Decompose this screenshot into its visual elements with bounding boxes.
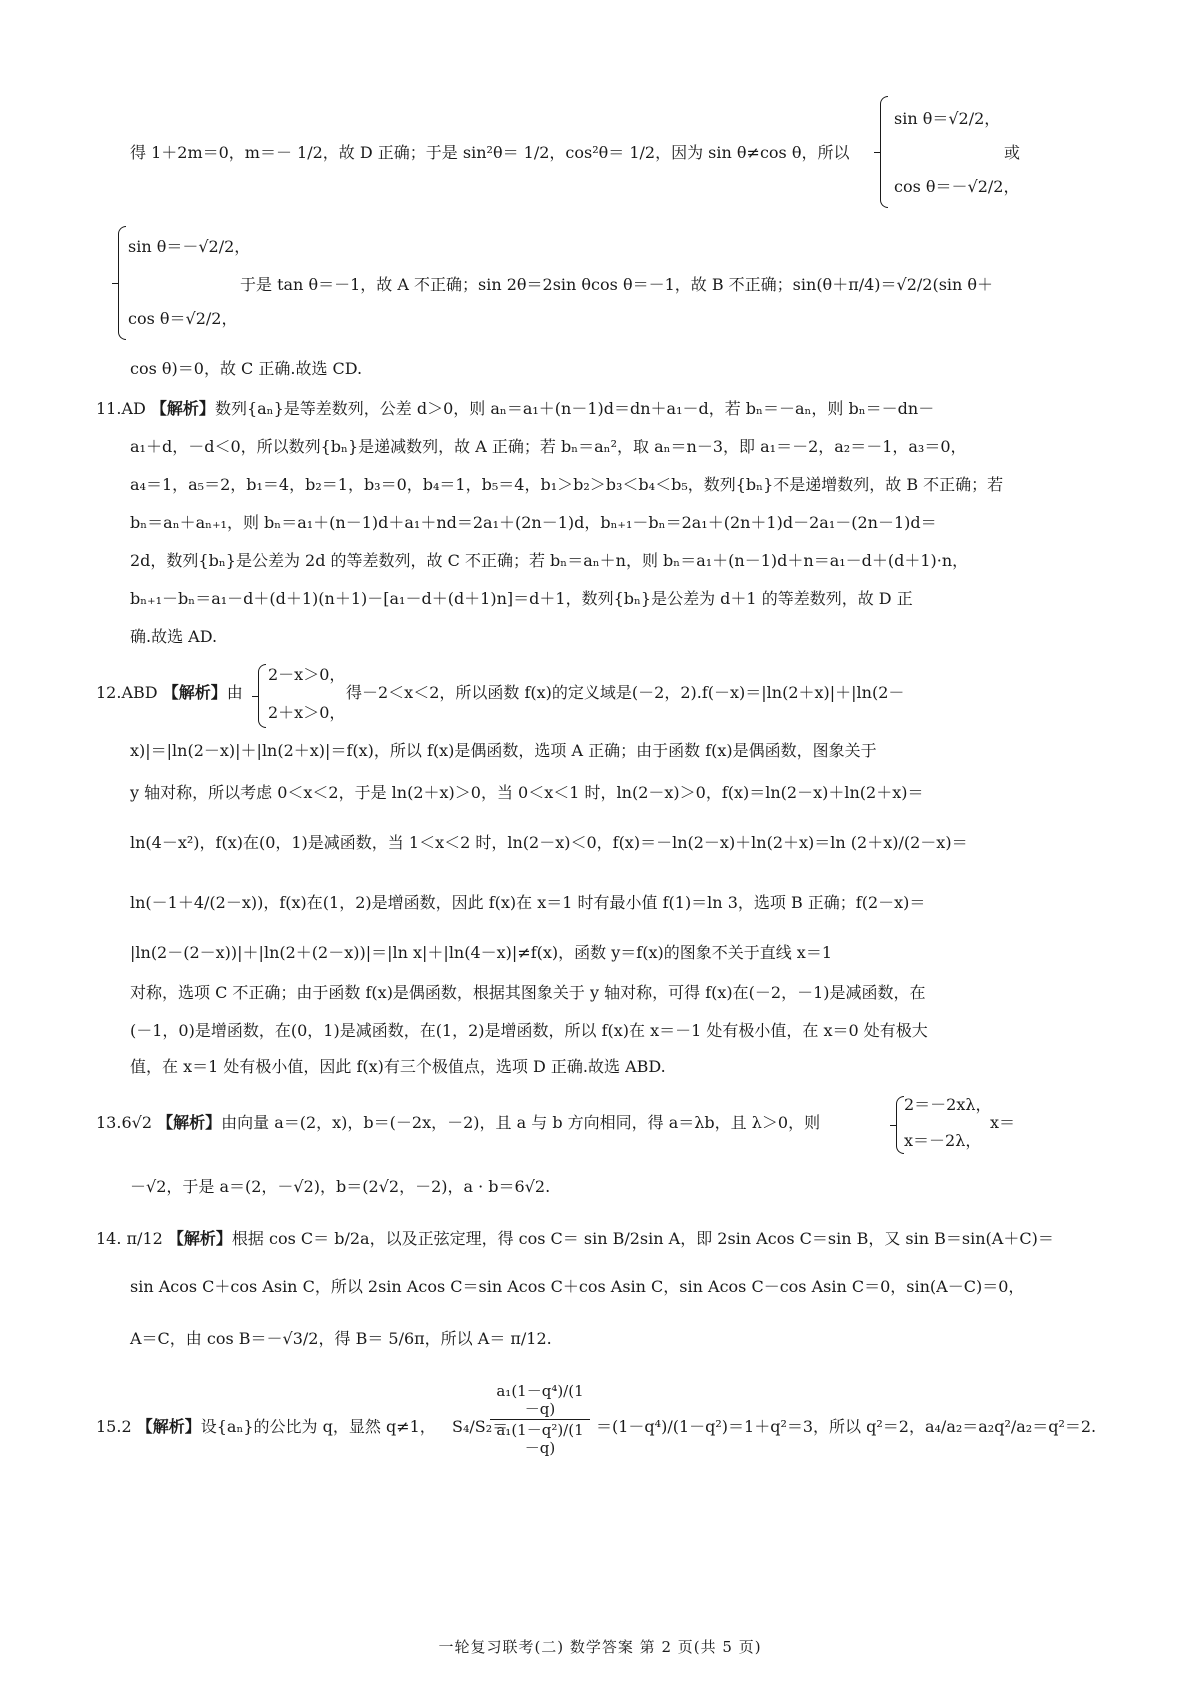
q10-line-1-text: 得 1＋2m＝0，m＝－ 1/2，故 D 正确；于是 sin²θ＝ 1/2，cos²θ＝ 1/2，因为 sin θ≠cos θ，所以: [130, 143, 850, 162]
q12-brace: [258, 664, 266, 728]
q11-number: 11.AD: [96, 399, 146, 418]
q15-ratio-label: S₄/S₂＝: [452, 1417, 509, 1436]
q12-system-bottom: 2＋x＞0，: [268, 703, 346, 722]
q10-case2-top: sin θ＝－√2/2，: [128, 237, 251, 256]
q11-text-5: bₙ₊₁－bₙ＝a₁－d＋(d＋1)(n＋1)－[a₁－d＋(d＋1)n]＝d＋1，数列{bₙ}是公差为 d＋1 的等差数列，故 D 正: [130, 589, 913, 608]
q14-line-2: sin Acos C＋cos Asin C，所以 2sin Acos C＝sin Acos C＋cos Asin C，sin Acos C－cos Asin C＝0，sin(A－C)＝0，: [130, 1277, 1025, 1296]
q13-line-2: －√2，于是 a＝(2，－√2)，b＝(2√2，－2)，a · b＝6√2.: [130, 1177, 551, 1196]
q13-line-1: [96, 1112, 1200, 1134]
q12-line-5: ln(－1＋4/(2－x))，f(x)在(1，2)是增函数，因此 f(x)在 x＝1 时有最小值 f(1)＝ln 3，选项 B 正确；f(2－x)＝: [130, 893, 926, 912]
q12-line-9: 值，在 x＝1 处有极小值，因此 f(x)有三个极值点，选项 D 正确.故选 ABD.: [130, 1057, 666, 1076]
q10-or: 或: [1004, 143, 1021, 162]
q15-fraction-denominator: a₁(1－q²)/(1－q): [496, 1421, 584, 1457]
q14-line-1-text: 根据 cos C＝ b/2a，以及正弦定理，得 cos C＝ sin B/2sin A，即 2sin Acos C＝sin B，又 sin B＝sin(A＋C)＝: [231, 1229, 1054, 1248]
q11-text-1: a₁＋d，－d＜0，所以数列{bₙ}是递减数列，故 A 正确；若 bₙ＝aₙ²，取 aₙ＝n－3，即 a₁＝－2，a₂＝－1，a₃＝0，: [130, 437, 967, 456]
q12-line-3: y 轴对称，所以考虑 0＜x＜2，于是 ln(2＋x)＞0，当 0＜x＜1 时，ln(2－x)＞0，f(x)＝ln(2－x)＋ln(2＋x)＝: [130, 783, 924, 802]
page-footer: 一轮复习联考(二) 数学答案 第 2 页(共 5 页): [438, 1638, 762, 1656]
q14-line-3: A＝C，由 cos B＝－√3/2，得 B＝ 5/6π，所以 A＝ π/12.: [130, 1329, 552, 1348]
q13-system-bottom: x＝－2λ，: [904, 1131, 982, 1150]
q10-case2-bottom: cos θ＝√2/2，: [128, 309, 238, 328]
q10-brace-2: [118, 226, 126, 340]
q15-fraction-numerator: a₁(1－q⁴)/(1－q): [496, 1382, 584, 1418]
q10-case1-top: sin θ＝√2/2，: [894, 109, 1001, 128]
q11-line-1: [96, 398, 1200, 420]
q12-line-7: 对称，选项 C 不正确；由于函数 f(x)是偶函数，根据其图象关于 y 轴对称，可得 f(x)在(－2，－1)是减函数，在: [130, 983, 926, 1002]
q12-lead: 由: [226, 683, 243, 702]
q11-text-4: 2d，数列{bₙ}是公差为 2d 的等差数列，故 C 不正确；若 bₙ＝aₙ＋n，则 bₙ＝a₁＋(n－1)d＋n＝a₁－d＋(d＋1)·n，: [130, 551, 969, 570]
q10-line-1: [130, 142, 1200, 164]
q13-line-1-text: 由向量 a＝(2，x)，b＝(－2x，－2)，且 a 与 b 方向相同，得 a＝λb，且 λ＞0，则: [221, 1113, 821, 1132]
q12-number: 12.ABD: [96, 683, 158, 702]
q12-line-8: (－1，0)是增函数，在(0，1)是减函数，在(1，2)是增函数，所以 f(x)在 x＝－1 处有极小值，在 x＝0 处有极大: [130, 1021, 928, 1040]
q15-analysis-tag: 【解析】: [136, 1417, 201, 1436]
q10-line-2: 于是 tan θ＝－1，故 A 不正确；sin 2θ＝2sin θcos θ＝－1，故 B 不正确；sin(θ＋π/4)＝√2/2(sin θ＋: [240, 275, 994, 294]
q13-number: 13.6√2: [96, 1113, 152, 1132]
q11-text-2: a₄＝1，a₅＝2，b₁＝4，b₂＝1，b₃＝0，b₄＝1，b₅＝4，b₁＞b₂＞b₃＜b₄＜b₅，数列{bₙ}不是递增数列，故 B 不正确；若: [130, 475, 1004, 494]
q15-big-fraction: [490, 1382, 590, 1457]
q14-number: 14. π/12: [96, 1229, 163, 1248]
q10-brace-1: [880, 96, 888, 208]
q12-line-4: ln(4－x²)，f(x)在(0，1)是减函数，当 1＜x＜2 时，ln(2－x)＜0，f(x)＝－ln(2－x)＋ln(2＋x)＝ln (2＋x)/(2－x)＝: [130, 833, 968, 852]
q15-fraction-bar: [490, 1419, 590, 1420]
q13-analysis-tag: 【解析】: [157, 1113, 222, 1132]
q12-system-top: 2－x＞0，: [268, 665, 346, 684]
q11-text-6: 确.故选 AD.: [130, 627, 218, 646]
q13-system-top: 2＝－2xλ，: [904, 1095, 992, 1114]
q15-line-1-text: 设{aₙ}的公比为 q，显然 q≠1，: [200, 1417, 436, 1436]
q11-text-0: 数列{aₙ}是等差数列，公差 d＞0，则 aₙ＝a₁＋(n－1)d＝dn＋a₁－d，若 bₙ＝－aₙ，则 bₙ＝－dn－: [214, 399, 935, 418]
q14-line-1: [96, 1228, 1200, 1250]
q11-text-3: bₙ＝aₙ＋aₙ₊₁，则 bₙ＝a₁＋(n－1)d＋a₁＋nd＝2a₁＋(2n－1)d，bₙ₊₁－bₙ＝2a₁＋(2n＋1)d－2a₁－(2n－1)d＝: [130, 513, 937, 532]
q12-analysis-tag: 【解析】: [162, 683, 227, 702]
q13-line-1-end: x＝: [990, 1113, 1016, 1132]
q10-line-3: cos θ)＝0，故 C 正确.故选 CD.: [130, 359, 363, 378]
q14-analysis-tag: 【解析】: [167, 1229, 232, 1248]
q10-case1-bottom: cos θ＝－√2/2，: [894, 177, 1020, 196]
q15-line-1-end: ＝(1－q⁴)/(1－q²)＝1＋q²＝3，所以 q²＝2，a₄/a₂＝a₂q²/a₂＝q²＝2.: [596, 1417, 1097, 1436]
q11-analysis-tag: 【解析】: [150, 399, 215, 418]
q12-line-2: x)|＝|ln(2－x)|＋|ln(2＋x)|＝f(x)，所以 f(x)是偶函数，选项 A 正确；由于函数 f(x)是偶函数，图象关于: [130, 741, 877, 760]
q13-brace: [896, 1096, 904, 1154]
q12-line-1-text: 得－2＜x＜2，所以函数 f(x)的定义域是(－2，2).f(－x)＝|ln(2＋x)|＋|ln(2－: [346, 683, 905, 702]
q12-line-6: |ln(2－(2－x))|＋|ln(2＋(2－x))|＝|ln x|＋|ln(4－x)|≠f(x)，函数 y＝f(x)的图象不关于直线 x＝1: [130, 943, 832, 962]
q15-number: 15.2: [96, 1417, 132, 1436]
